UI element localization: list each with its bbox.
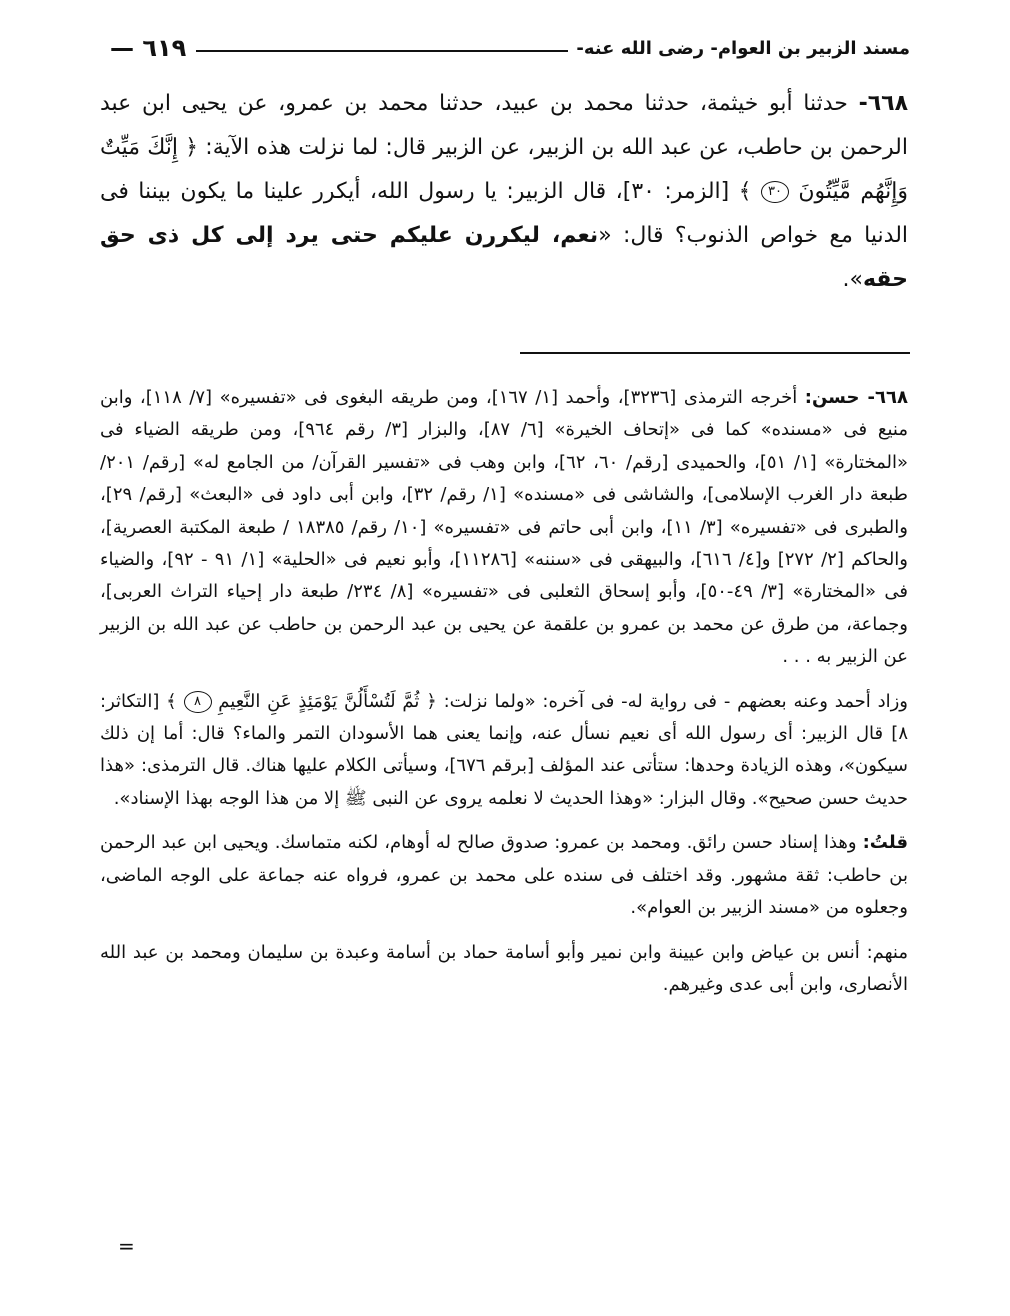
quran-close-bracket: ﴾ xyxy=(738,179,761,204)
qultu-lead: قلتُ: xyxy=(862,832,908,854)
takhrij-paragraph xyxy=(100,382,908,674)
hadith-text xyxy=(100,82,908,302)
ziyada-ayah-marker: ٨ xyxy=(184,691,212,713)
running-title: مسند الزبير بن العوام- رضى الله عنه- xyxy=(576,37,910,59)
ziyada-intro: وزاد أحمد وعنه بعضهم - فى رواية له- فى آخره: «ولما نزلت: xyxy=(443,690,908,712)
ziyada-rest: [التكاثر: ٨] قال الزبير: أى رسول الله أى نعيم نسأل عنه، وإنما يعنى هما الأسودان التمر والماء؟ قال: أما إن ذلك سيكون»، وهذه الزيادة وحدها: ستأتى عند المؤلف [برقم ٦٧٦]، وسيأتى الكلام عليها هناك. قال الترمذى: «هذا حديث حسن صحيح». وقال البزار: «وهذا الحديث لا نعلمه يروى عن النبى ﷺ إلا من هذا الوجه بهذا الإسناد». xyxy=(100,690,908,809)
takhrij-grade: ٦٦٨- حسن: xyxy=(804,387,908,408)
minhum-paragraph: منهم: أنس بن عياض وابن عيينة وابن نمير وأبو أسامة حماد بن أسامة وعبدة بن سليمان ومحمد بن عبد الله الأنصارى، وابن أبى عدى وغيرهم. xyxy=(100,941,908,995)
continuation-mark: = xyxy=(118,1234,135,1258)
hadith-question: قال الزبير: يا رسول الله، أيكرر علينا ما يكون بيننا فى الدنيا مع خواص الذنوب؟ قال: « xyxy=(100,179,909,248)
answer-close-quote: ». xyxy=(842,267,863,292)
header-rule xyxy=(196,50,568,52)
quran-verse: ﴿ إِنَّكَ مَيِّتٌ وَإِنَّهُم مَّيِّتُونَ xyxy=(100,135,909,204)
qultu-text: وهذا إسناد حسن رائق. ومحمد بن عمرو: صدوق صالح له أوهام، لكنه متماسك. ويحيى ابن عبد الرحمن بن حاطب: ثقة مشهور. وقد اختلف فى سنده على محمد بن عمرو، فرواه عنه جماعة على الوجه الماضى، وجعلوه من «مسند الزبير بن العوام». xyxy=(100,832,908,919)
ayah-number-marker: ٣٠ xyxy=(761,181,789,203)
page-number: — ٦١٩ xyxy=(110,34,187,62)
footnotes xyxy=(100,382,908,1001)
hadith-paragraph xyxy=(100,82,908,302)
ziyada-quran-verse: ﴿ ثُمَّ لَتُسْأَلُنَّ يَوْمَئِذٍ عَنِ النَّعِيمِ xyxy=(211,690,437,712)
qultu-paragraph xyxy=(100,827,908,924)
prophet-answer: نعم، ليكررن عليكم حتى يرد إلى كل ذى حق حقه xyxy=(100,223,908,292)
ziyada-paragraph xyxy=(100,686,908,816)
page-header xyxy=(100,30,910,66)
takhrij-text: أخرجه الترمذى [٣٢٣٦]، وأحمد [١/ ١٦٧]، ومن طريقه البغوى فى «تفسيره» [٧/ ١١٨]، وابن منيع فى «مسنده» كما فى «إتحاف الخيرة» [٦/ ٨٧]، والبزار [٣/ رقم ٩٦٤]، ومن طريقه الضياء فى «المختارة» [١/ ٥١]، والحميدى [رقم/ ٦٠، ٦٢]، وابن وهب فى «تفسير القرآن/ من الجامع له» [رقم/ ٢٠١/ طبعة دار الغرب الإسلامى]، والشاشى فى «مسنده» [١/ رقم/ ٣٢]، وابن أبى داود فى «البعث» [رقم/ ٢٩]، والطبرى فى «تفسيره» [٣/ ١١]، وابن أبى حاتم فى «تفسيره» [١٠/ رقم/ ١٨٣٨٥ / طبعة المكتبة العصرية]، والحاكم [٢/ ٢٧٢] و[٤/ ٦١٦]، والبيهقى فى «سننه» [١١٢٨٦]، وأبو نعيم فى «الحلية» [١/ ٩١ - ٩٢]، والضياء فى «المختارة» [٣/ ٤٩-٥٠]، وأبو إسحاق الثعلبى فى «تفسيره» [٨/ ٢٣٤/ طبعة دار إحياء التراث العربى]، وجماعة، من طرق عن محمد بن عمرو بن علقمة عن يحيى بن عبد الرحمن بن حاطب عن عبد الله بن الزبير عن الزبير به . . . xyxy=(100,387,908,668)
ziyada-close-bracket: ﴾ xyxy=(166,690,184,712)
footnote-separator xyxy=(520,352,910,354)
hadith-sanad: حدثنا أبو خيثمة، حدثنا محمد بن عبيد، حدثنا محمد بن عمرو، عن يحيى ابن عبد الرحمن بن حاطب، عن عبد الله بن الزبير، عن الزبير قال: لما نزلت هذه الآية: xyxy=(100,91,908,160)
hadith-number: ٦٦٨- xyxy=(858,91,909,116)
quran-reference: [الزمر: ٣٠]، xyxy=(615,179,730,204)
